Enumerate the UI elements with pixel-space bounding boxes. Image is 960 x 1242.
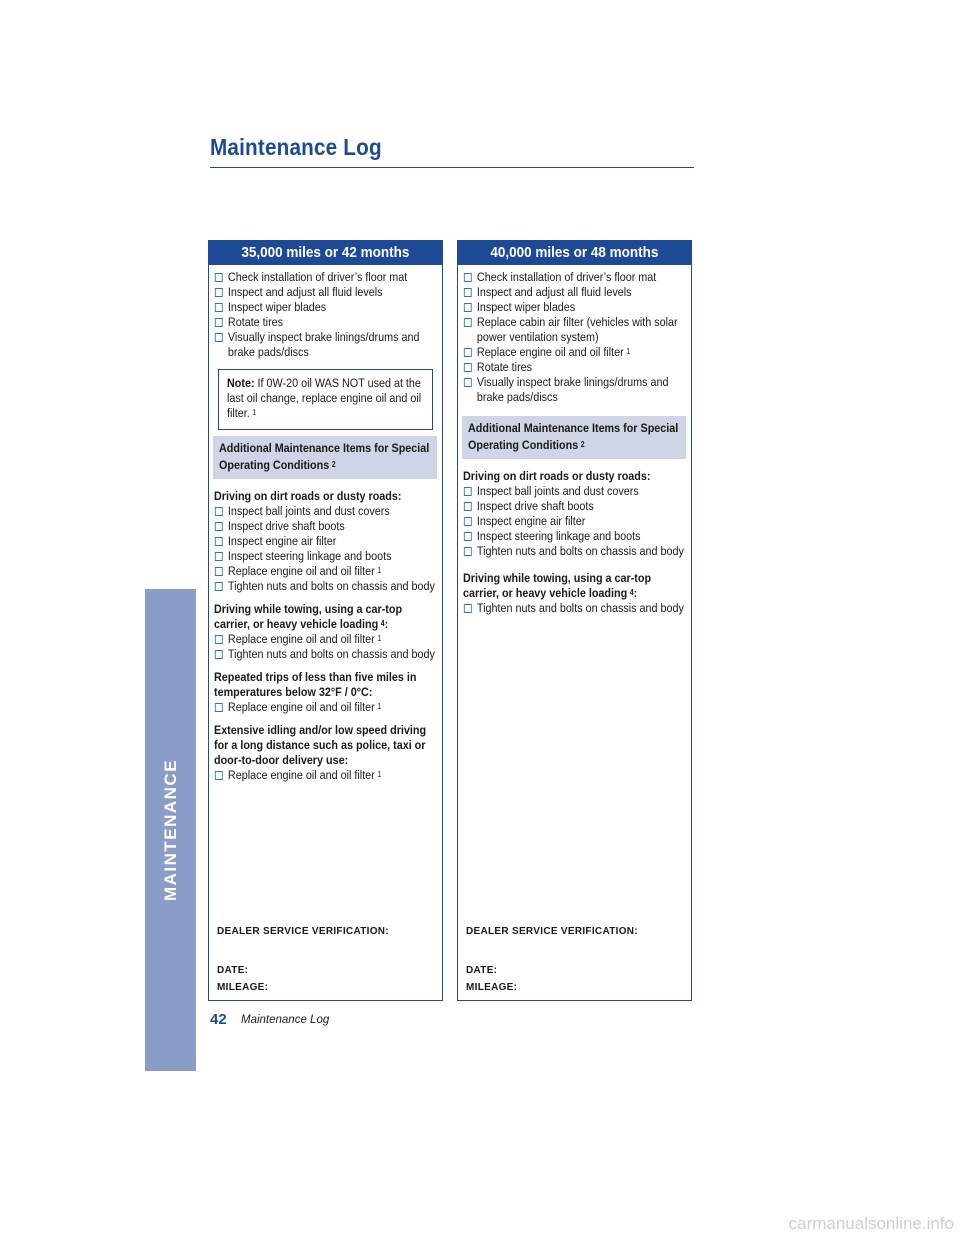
checklist-item: Replace cabin air filter (vehicles with solar power ventilation system) xyxy=(463,315,687,345)
checklist-item: Inspect steering linkage and boots xyxy=(214,549,438,564)
note-box: Note: If 0W-20 oil WAS NOT used at the last oil change, replace engine oil and oil filter. $^1$ xyxy=(218,369,433,430)
checklist-item: Inspect engine air filter xyxy=(463,514,687,529)
mileage-label: MILEAGE: xyxy=(466,982,518,993)
column-heading: 40,000 miles or 48 months xyxy=(458,241,691,265)
checkbox-icon[interactable] xyxy=(215,635,223,644)
checkbox-icon[interactable] xyxy=(215,273,223,282)
checkbox-icon[interactable] xyxy=(215,507,223,516)
checkbox-icon[interactable] xyxy=(464,502,472,511)
checklist-item: Visually inspect brake linings/drums and brake pads/discs xyxy=(214,330,438,360)
checkbox-icon[interactable] xyxy=(464,604,472,613)
section-heading: Extensive idling and/or low speed driving for a long distance such as police, taxi or door-to-door delivery use: xyxy=(214,723,427,767)
column-35000-miles xyxy=(208,240,443,1001)
checkbox-icon[interactable] xyxy=(215,552,223,561)
checkbox-icon[interactable] xyxy=(215,288,223,297)
checklist-item: Inspect and adjust all fluid levels xyxy=(463,285,687,300)
checklist-item: Tighten nuts and bolts on chassis and body xyxy=(214,579,438,594)
checklist-item: Tighten nuts and bolts on chassis and body xyxy=(214,647,438,662)
checkbox-icon[interactable] xyxy=(215,650,223,659)
checklist-item: Replace engine oil and oil filter $^1$ xyxy=(214,700,438,715)
checkbox-icon[interactable] xyxy=(464,348,472,357)
checklist-item: Check installation of driver’s floor mat xyxy=(214,270,438,285)
dealer-verification-label: DEALER SERVICE VERIFICATION: xyxy=(466,926,638,937)
checklist-item: Replace engine oil and oil filter $^1$ xyxy=(214,564,438,579)
checklist-item: Rotate tires xyxy=(214,315,438,330)
checkbox-icon[interactable] xyxy=(464,273,472,282)
checklist-item: Visually inspect brake linings/drums and brake pads/discs xyxy=(463,375,687,405)
additional-items-box: Additional Maintenance Items for Special Operating Conditions $^2$ xyxy=(462,416,686,459)
checkbox-icon[interactable] xyxy=(215,703,223,712)
checkbox-icon[interactable] xyxy=(215,582,223,591)
checklist-item: Inspect steering linkage and boots xyxy=(463,529,687,544)
checklist-item: Tighten nuts and bolts on chassis and body xyxy=(463,544,687,559)
checkbox-icon[interactable] xyxy=(215,522,223,531)
checklist-item: Inspect drive shaft boots xyxy=(463,499,687,514)
checkbox-icon[interactable] xyxy=(464,288,472,297)
checkbox-icon[interactable] xyxy=(464,547,472,556)
date-label: DATE: xyxy=(217,965,249,976)
checklist-item: Replace engine oil and oil filter $^1$ xyxy=(214,632,438,647)
checkbox-icon[interactable] xyxy=(215,567,223,576)
checkbox-icon[interactable] xyxy=(215,303,223,312)
checklist-item: Inspect drive shaft boots xyxy=(214,519,438,534)
checkbox-icon[interactable] xyxy=(464,363,472,372)
checklist-item: Inspect ball joints and dust covers xyxy=(463,484,687,499)
note-text: If 0W-20 oil WAS NOT used at the last oil change, replace engine oil and oil filter. xyxy=(227,376,422,420)
checkbox-icon[interactable] xyxy=(464,487,472,496)
checkbox-icon[interactable] xyxy=(215,771,223,780)
side-tab-label: MAINTENANCE xyxy=(160,758,180,902)
checkbox-icon[interactable] xyxy=(464,318,472,327)
checkbox-icon[interactable] xyxy=(464,378,472,387)
checklist-item: Inspect wiper blades xyxy=(214,300,438,315)
checkbox-icon[interactable] xyxy=(464,517,472,526)
section-heading: Driving while towing, using a car-top carrier, or heavy vehicle loading $^4$: xyxy=(463,571,652,600)
section-heading: Driving while towing, using a car-top carrier, or heavy vehicle loading $^4$: xyxy=(214,602,403,631)
checklist-item: Inspect engine air filter xyxy=(214,534,438,549)
title-rule xyxy=(210,167,694,168)
checkbox-icon[interactable] xyxy=(464,303,472,312)
section-heading: Driving on dirt roads or dusty roads: xyxy=(214,489,402,503)
checkbox-icon[interactable] xyxy=(215,333,223,342)
side-tab xyxy=(145,589,196,1071)
checklist-item: Replace engine oil and oil filter $^1$ xyxy=(463,345,687,360)
column-40000-miles xyxy=(457,240,692,1001)
page-title: Maintenance Log xyxy=(210,134,382,160)
checklist-item: Inspect ball joints and dust covers xyxy=(214,504,438,519)
checkbox-icon[interactable] xyxy=(464,532,472,541)
checklist-item: Replace engine oil and oil filter $^1$ xyxy=(214,768,438,783)
checklist-item: Check installation of driver’s floor mat xyxy=(463,270,687,285)
note-label: Note: xyxy=(227,376,255,390)
section-heading: Repeated trips of less than five miles in temperatures below 32°F / 0°C: xyxy=(214,670,417,699)
checkbox-icon[interactable] xyxy=(215,537,223,546)
checklist-item: Rotate tires xyxy=(463,360,687,375)
checklist-item: Inspect and adjust all fluid levels xyxy=(214,285,438,300)
additional-items-box: Additional Maintenance Items for Special Operating Conditions $^2$ xyxy=(213,436,437,479)
page-footer-label: Maintenance Log xyxy=(241,1014,330,1026)
mileage-label: MILEAGE: xyxy=(217,982,269,993)
section-heading: Driving on dirt roads or dusty roads: xyxy=(463,469,651,483)
checkbox-icon[interactable] xyxy=(215,318,223,327)
checklist-item: Tighten nuts and bolts on chassis and body xyxy=(463,601,687,616)
date-label: DATE: xyxy=(466,965,498,976)
watermark: carmanualsonline.info xyxy=(788,1214,954,1233)
checklist-item: Inspect wiper blades xyxy=(463,300,687,315)
dealer-verification-label: DEALER SERVICE VERIFICATION: xyxy=(217,926,389,937)
page-number: 42 xyxy=(210,1011,227,1028)
column-heading: 35,000 miles or 42 months xyxy=(209,241,442,265)
